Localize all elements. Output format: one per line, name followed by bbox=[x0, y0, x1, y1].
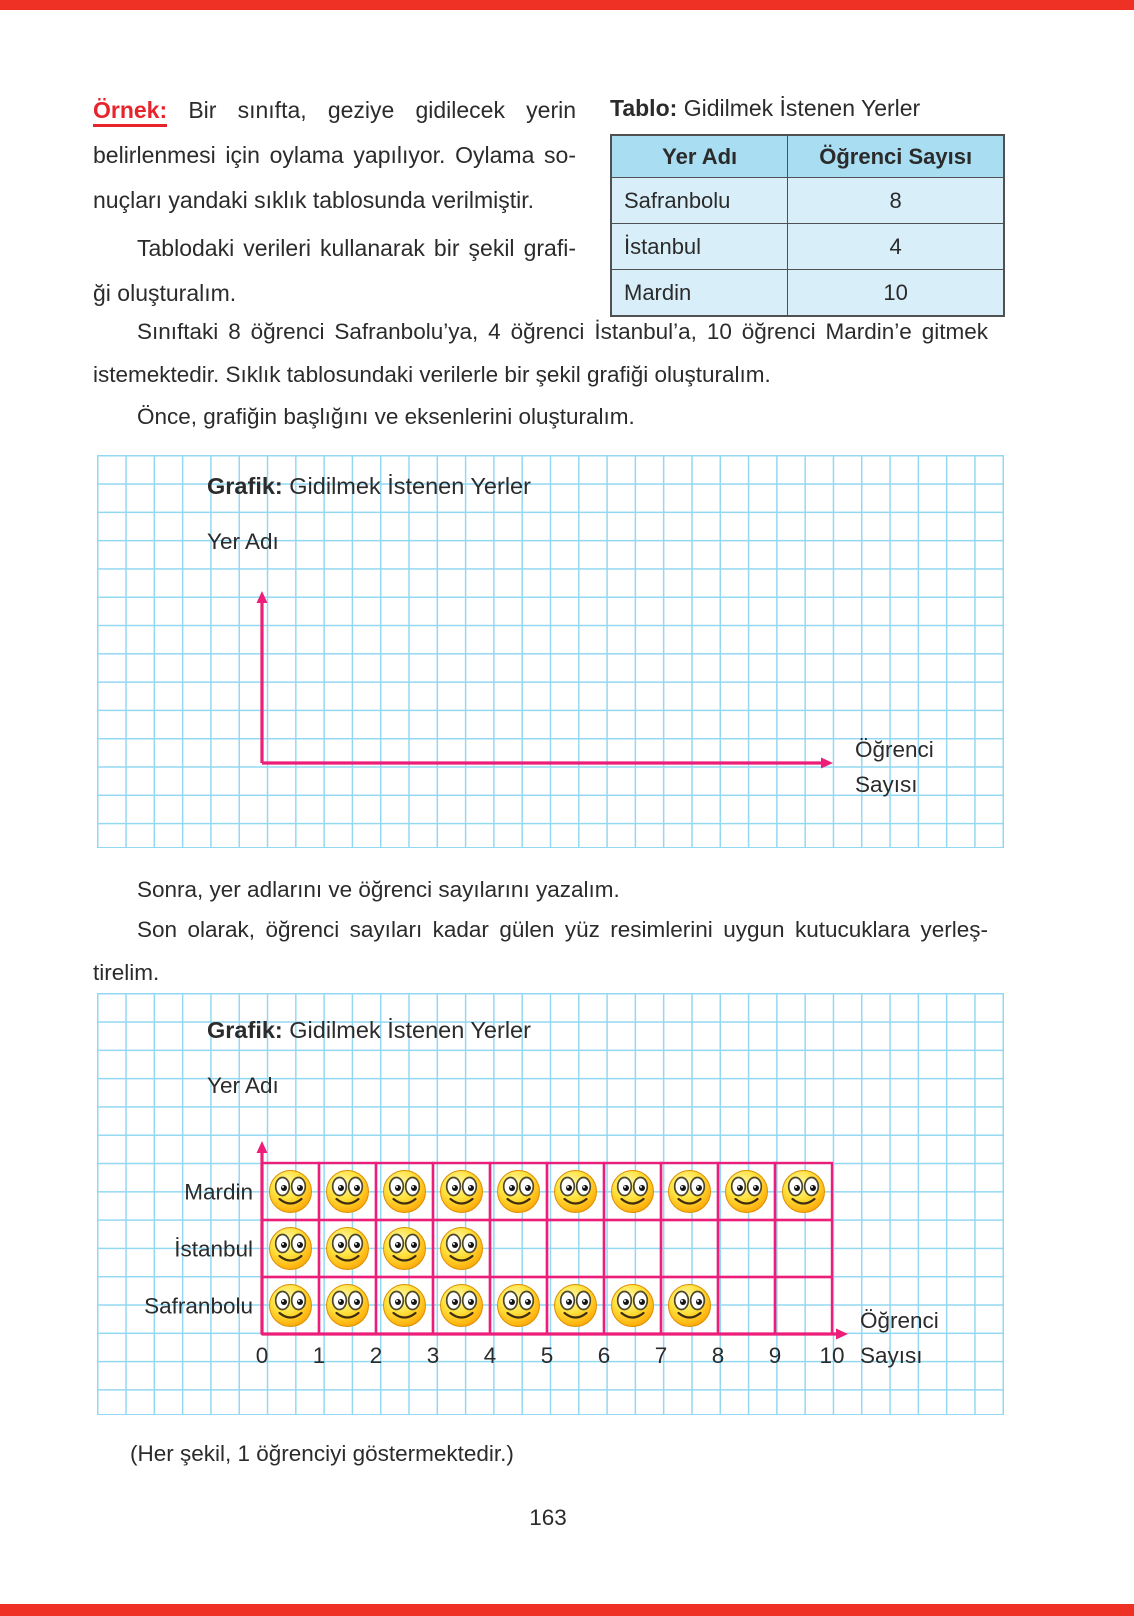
cell-value: 8 bbox=[788, 178, 1004, 224]
x-tick-label: 10 bbox=[819, 1343, 845, 1368]
example-line-1-text: Bir sınıfta, geziye gidilecek yerin bbox=[188, 97, 577, 123]
cell-value: 4 bbox=[788, 224, 1004, 270]
x-tick-label: 3 bbox=[426, 1343, 440, 1368]
smiley-face-icon bbox=[726, 1171, 768, 1213]
chart2-title-text: Gidilmek İstenen Yerler bbox=[289, 1017, 531, 1043]
narration-paragraph-3 bbox=[93, 310, 988, 396]
smiley-face-icon bbox=[270, 1228, 312, 1270]
chart1-title-label: Grafik: bbox=[207, 473, 283, 499]
smiley-face-icon bbox=[783, 1171, 825, 1213]
cell-category: İstanbul bbox=[611, 224, 788, 270]
table-title bbox=[610, 92, 1005, 124]
example-line-3: nuçları yandaki sıklık tablosunda verilmiştir. bbox=[93, 187, 535, 213]
figure-grid-panel-empty-chart bbox=[97, 455, 1004, 848]
unit-box bbox=[718, 1277, 775, 1334]
smiley-face-icon bbox=[327, 1228, 369, 1270]
example2-line-1: Tablodaki verileri kullanarak bir şekil grafi- bbox=[137, 235, 576, 261]
smiley-face-icon bbox=[498, 1285, 540, 1327]
smiley-face-icon bbox=[327, 1285, 369, 1327]
unit-box bbox=[775, 1220, 832, 1277]
table-row bbox=[611, 178, 1004, 224]
page-bottom-red-bar bbox=[0, 1604, 1134, 1616]
x-axis-arrow-icon bbox=[836, 1329, 848, 1340]
frequency-table bbox=[610, 134, 1005, 317]
chart2-title-label: Grafik: bbox=[207, 1017, 283, 1043]
figure-caption: (Her şekil, 1 öğrenciyi göstermektedir.) bbox=[130, 1441, 514, 1466]
smiley-face-icon bbox=[384, 1228, 426, 1270]
example-line-2: belirlenmesi için oylama yapılıyor. Oylama so- bbox=[93, 142, 576, 168]
smiley-face-icon bbox=[555, 1285, 597, 1327]
page-number: 163 bbox=[529, 1505, 567, 1530]
x-tick-label: 2 bbox=[369, 1343, 383, 1368]
example-paragraph bbox=[93, 88, 576, 223]
x-axis-arrow-icon bbox=[821, 758, 833, 769]
smiley-face-icon bbox=[384, 1285, 426, 1327]
x-tick-label: 7 bbox=[654, 1343, 668, 1368]
x-tick-label: 8 bbox=[711, 1343, 725, 1368]
figure-grid-panel-pictograph bbox=[97, 993, 1004, 1415]
header-yer-adi: Yer Adı bbox=[611, 135, 788, 178]
smiley-face-icon bbox=[555, 1171, 597, 1213]
x-tick-label: 9 bbox=[768, 1343, 782, 1368]
unit-box bbox=[718, 1220, 775, 1277]
para6-line-2: tirelim. bbox=[93, 960, 160, 985]
smiley-face-icon bbox=[384, 1171, 426, 1213]
x-axis-label: Sayısı bbox=[860, 1343, 923, 1368]
smiley-face-icon bbox=[441, 1171, 483, 1213]
x-tick-label: 5 bbox=[540, 1343, 554, 1368]
para3-line-2: istemektedir. Sıklık tablosundaki verilerle bir şekil grafiği oluşturalım. bbox=[93, 362, 771, 387]
cell-category: Safranbolu bbox=[611, 178, 788, 224]
smiley-face-icon bbox=[327, 1171, 369, 1213]
row-label: İstanbul bbox=[174, 1236, 253, 1262]
para6-line-1: Son olarak, öğrenci sayıları kadar gülen yüz resimlerini uygun kutucuklara yerleş- bbox=[137, 917, 988, 942]
unit-box bbox=[547, 1220, 604, 1277]
example-line-1 bbox=[93, 88, 576, 133]
cell-category: Mardin bbox=[611, 270, 788, 317]
smiley-face-icon bbox=[270, 1285, 312, 1327]
example-paragraph-2 bbox=[93, 226, 576, 316]
smiley-face-icon bbox=[612, 1171, 654, 1213]
x-tick-label: 4 bbox=[483, 1343, 497, 1368]
smiley-face-icon bbox=[669, 1285, 711, 1327]
header-ogrenci-sayisi: Öğrenci Sayısı bbox=[788, 135, 1004, 178]
page-top-red-bar bbox=[0, 0, 1134, 10]
x-tick-label: 0 bbox=[255, 1343, 269, 1368]
table-title-text: Gidilmek İstenen Yerler bbox=[683, 95, 921, 121]
smiley-face-icon bbox=[498, 1171, 540, 1213]
smiley-face-icon bbox=[270, 1171, 312, 1213]
table-header-row bbox=[611, 135, 1004, 178]
narration-paragraph-4: Önce, grafiğin başlığını ve eksenlerini oluşturalım. bbox=[137, 404, 635, 429]
x-axis-label: Öğrenci bbox=[855, 737, 934, 762]
smiley-face-icon bbox=[669, 1171, 711, 1213]
row-label: Mardin bbox=[184, 1179, 253, 1205]
x-axis-label: Sayısı bbox=[855, 772, 918, 797]
para3-line-1: Sınıftaki 8 öğrenci Safranbolu’ya, 4 öğrenci İstanbul’a, 10 öğrenci Mardin’e gitmek bbox=[137, 319, 988, 344]
frequency-table-block bbox=[610, 92, 1005, 317]
example-label: Örnek: bbox=[93, 97, 167, 127]
chart2-y-axis-label: Yer Adı bbox=[207, 1073, 279, 1098]
table-title-label: Tablo: bbox=[610, 95, 678, 121]
cell-value: 10 bbox=[788, 270, 1004, 317]
row-label: Safranbolu bbox=[144, 1293, 253, 1319]
chart1-axes bbox=[97, 455, 1003, 847]
smiley-face-icon bbox=[441, 1285, 483, 1327]
x-tick-label: 6 bbox=[597, 1343, 611, 1368]
unit-box bbox=[604, 1220, 661, 1277]
smiley-face-icon bbox=[612, 1285, 654, 1327]
y-axis-arrow-icon bbox=[257, 591, 268, 603]
chart2-pictograph bbox=[97, 993, 1003, 1414]
y-axis-arrow-icon bbox=[257, 1141, 268, 1153]
unit-box bbox=[775, 1277, 832, 1334]
table-row bbox=[611, 224, 1004, 270]
smiley-face-icon bbox=[441, 1228, 483, 1270]
unit-box bbox=[661, 1220, 718, 1277]
unit-box bbox=[490, 1220, 547, 1277]
narration-paragraph-5: Sonra, yer adlarını ve öğrenci sayılarını yazalım. bbox=[137, 877, 620, 902]
example2-line-2: ği oluşturalım. bbox=[93, 280, 237, 306]
chart1-y-axis-label: Yer Adı bbox=[207, 529, 279, 554]
x-axis-label: Öğrenci bbox=[860, 1308, 939, 1333]
narration-paragraph-6 bbox=[93, 908, 988, 994]
chart1-title-text: Gidilmek İstenen Yerler bbox=[289, 473, 531, 499]
x-tick-label: 1 bbox=[312, 1343, 326, 1368]
